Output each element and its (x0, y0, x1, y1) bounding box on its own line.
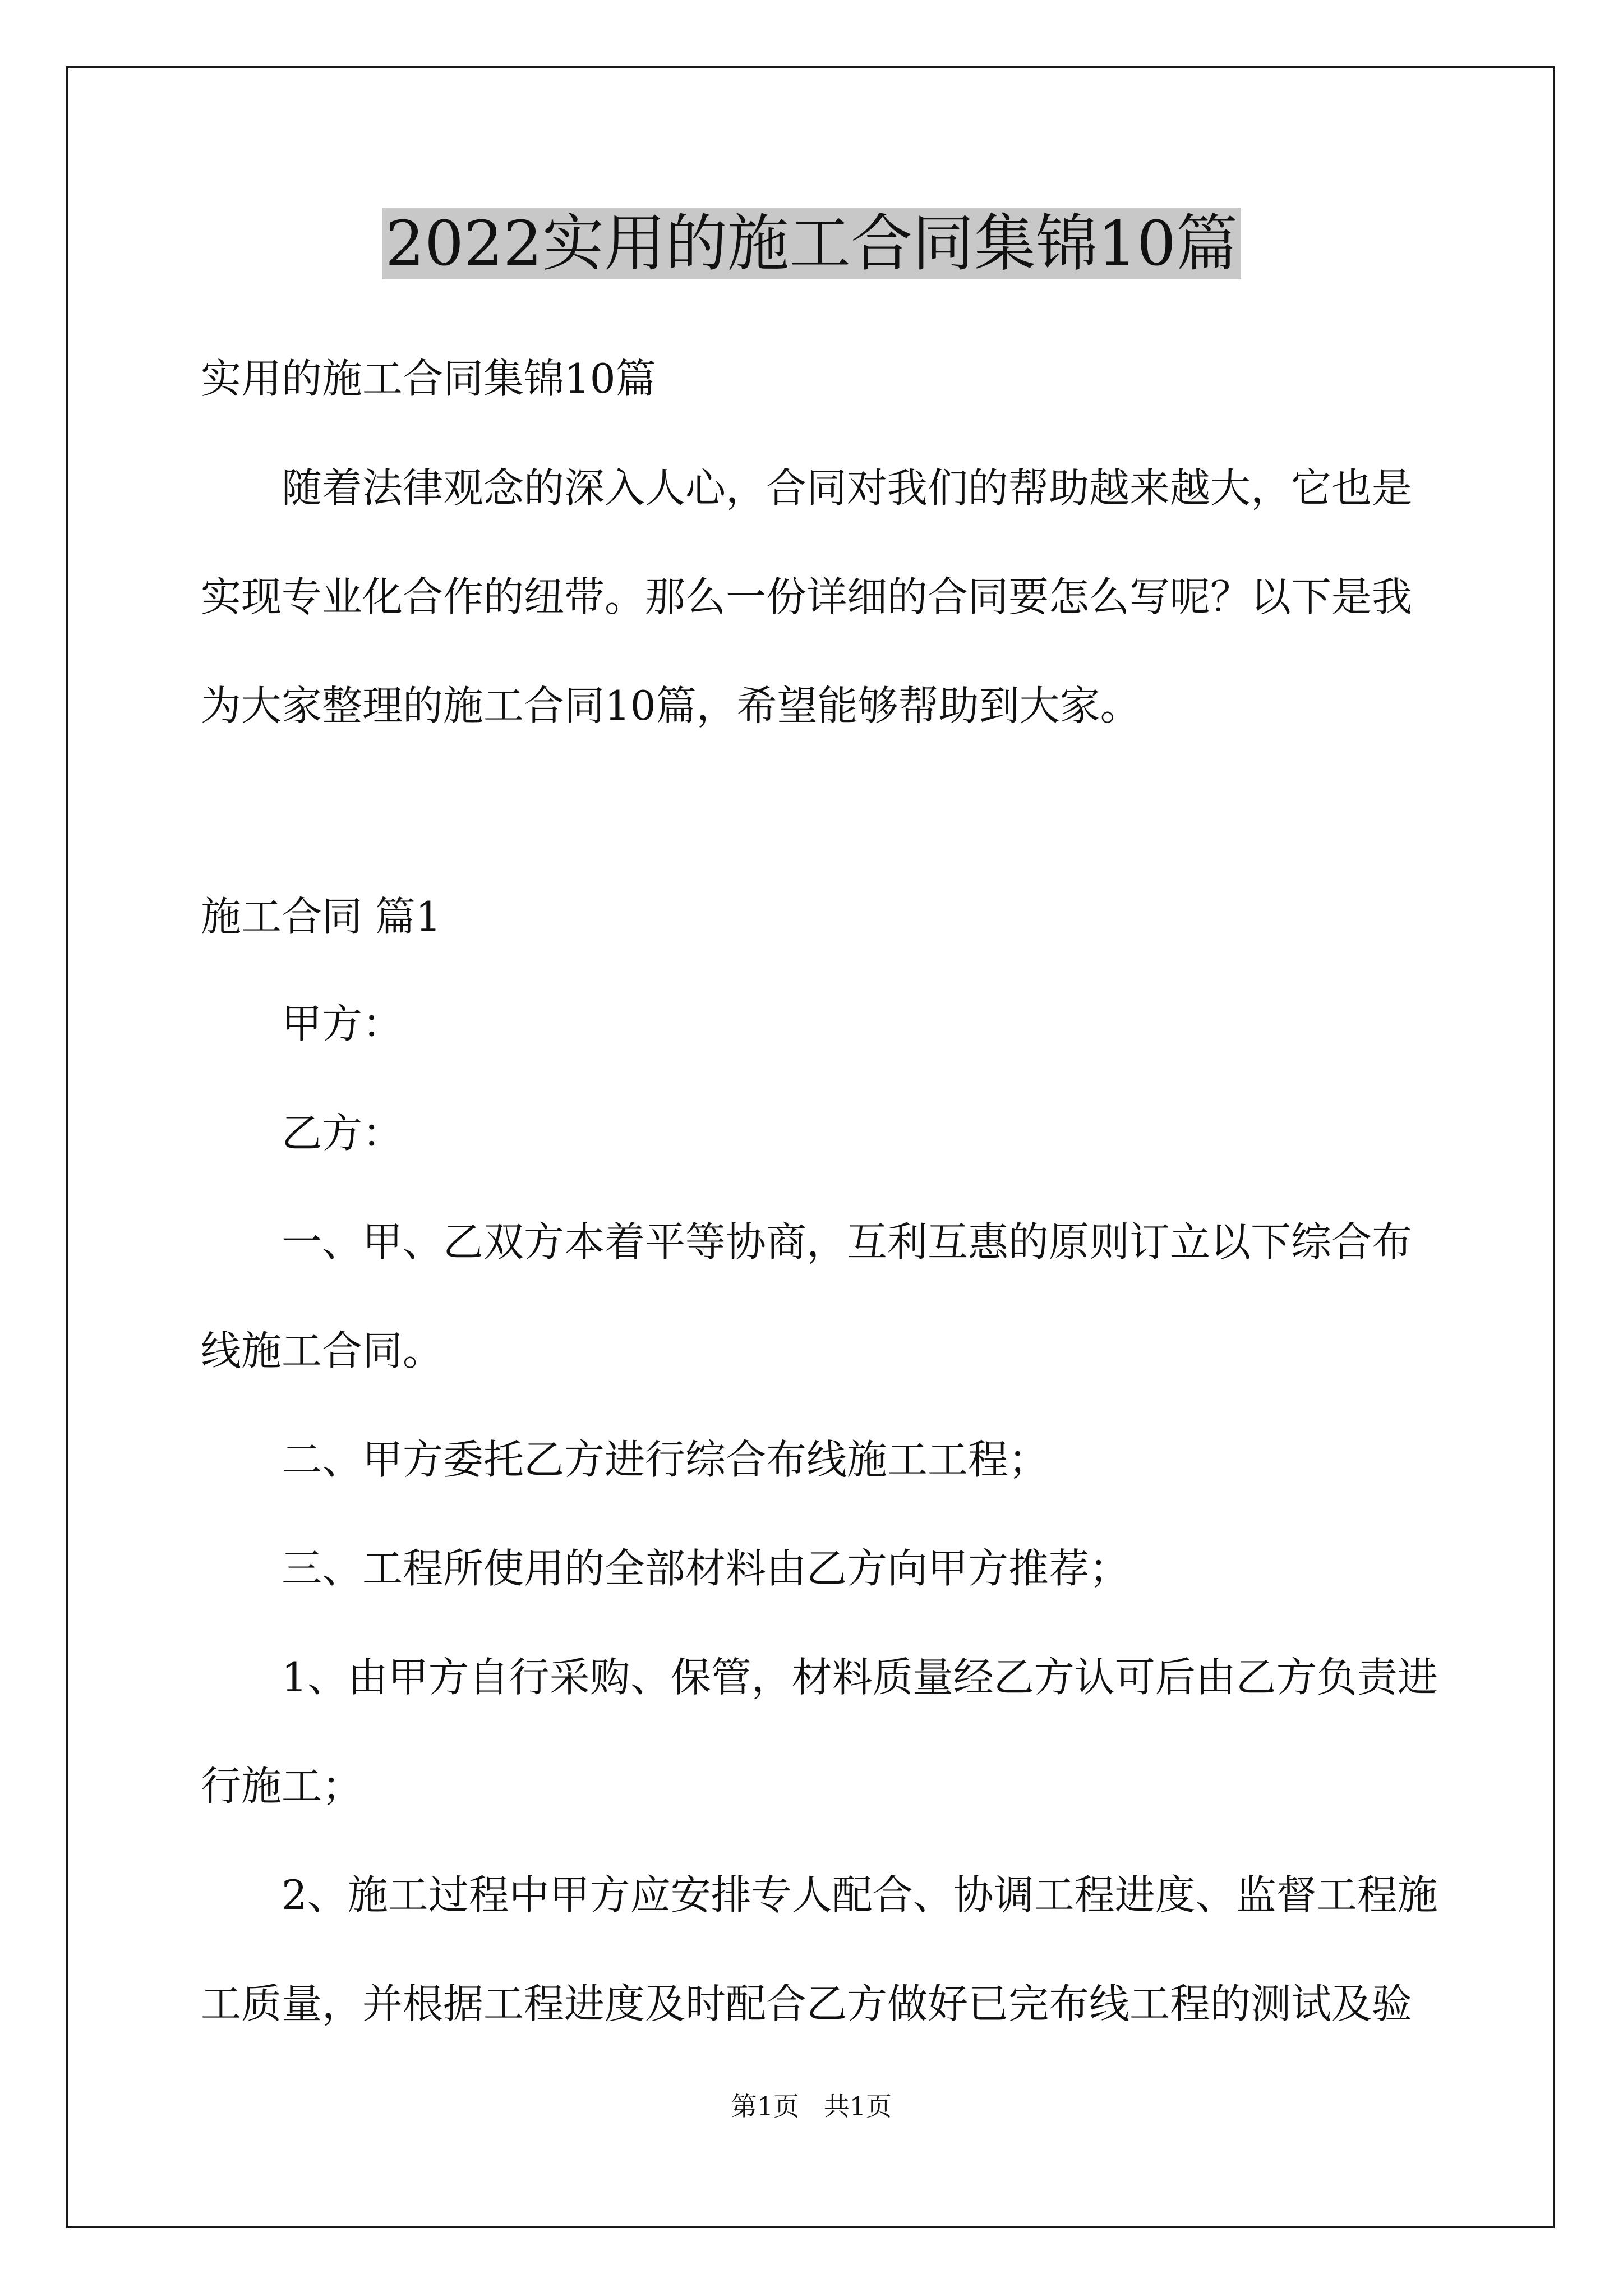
intro-line-1: 随着法律观念的深入人心，合同对我们的帮助越来越大，它也是 (282, 464, 1413, 512)
party-b-label: 乙方： (282, 1110, 403, 1157)
page-number-footer: 第1页 共1页 (731, 2091, 892, 2122)
clause-line-5: 1、由甲方自行采购、保管，材料质量经乙方认可后由乙方负责进 (282, 1654, 1438, 1701)
document-title: 2022实用的施工合同集锦10篇 (0, 204, 1623, 283)
party-a-label: 甲方： (282, 1000, 403, 1047)
clause-line-6: 行施工； (201, 1763, 363, 1810)
document-subtitle: 实用的施工合同集锦10篇 (201, 355, 656, 402)
clause-line-2: 线施工合同。 (201, 1327, 444, 1374)
section-heading: 施工合同 篇1 (201, 893, 441, 940)
intro-line-2: 实现专业化合作的纽带。那么一份详细的合同要怎么写呢？以下是我 (201, 573, 1413, 620)
clause-line-4: 三、工程所使用的全部材料由乙方向甲方推荐； (282, 1545, 1130, 1592)
clause-line-3: 二、甲方委托乙方进行综合布线施工工程； (282, 1436, 1049, 1483)
intro-line-3: 为大家整理的施工合同10篇，希望能够帮助到大家。 (201, 682, 1141, 729)
clause-line-1: 一、甲、乙双方本着平等协商，互利互惠的原则订立以下综合布 (282, 1218, 1413, 1266)
clause-line-8: 工质量，并根据工程进度及时配合乙方做好已完布线工程的测试及验 (201, 1980, 1413, 2027)
clause-line-7: 2、施工过程中甲方应安排专人配合、协调工程进度、监督工程施 (282, 1871, 1438, 1918)
